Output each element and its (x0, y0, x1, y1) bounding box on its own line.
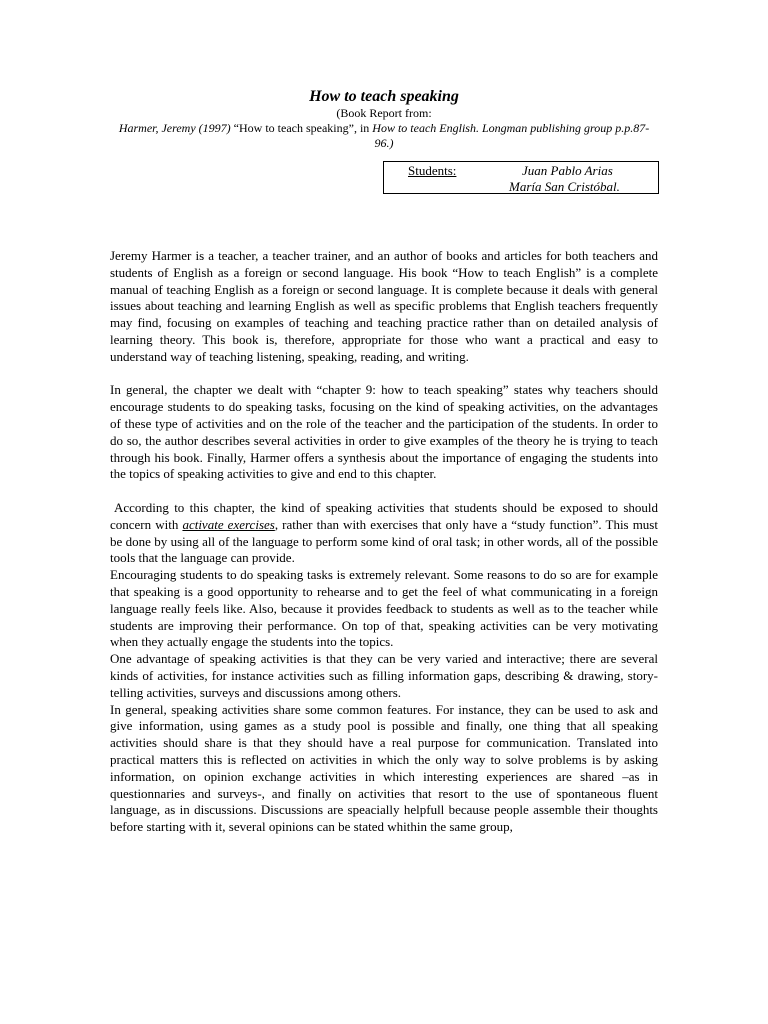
students-box (383, 161, 659, 194)
paragraph-3-start: According to this chapter, the kind of speaking activities that students should be exposed to should concern with (110, 499, 658, 532)
students-label: Students: (408, 163, 457, 178)
paragraph-3-end: , rather than with exercises that only have a “study function”. This must be done by using all of the language to perform some kind of oral task; in other words, all of the possible tools that the language can provide. (110, 516, 658, 566)
citation-author: Harmer, Jeremy (1997) (118, 121, 231, 135)
citation-chapter: “How to teach speaking”, in (230, 121, 373, 135)
student-name-1: Juan Pablo Arias (522, 163, 613, 178)
paragraph-2: In general, the chapter we dealt with “chapter 9: how to teach speaking” states why teachers should encourage students to do speaking tasks, focusing on the kind of speaking activities, on the advantages of these type of activities and on the role of the teacher and the participation of the students. In order to do so, the author describes several activities in order to give examples of the theory he is trying to teach through his book. Finally, Harmer offers a synthesis about the importance of engaging the students into the topics of speaking activities to give and end to this chapter. (110, 382, 658, 482)
document-subtitle: (Book Report from: (336, 106, 432, 120)
document-body (110, 248, 658, 836)
paragraph-5: One advantage of speaking activities is that they can be very varied and interactive; there are several kinds of activities, for instance activities such as filling information gaps, describing & drawing, story-telling activities, surveys and discussions among others. (110, 651, 658, 700)
paragraph-1: Jeremy Harmer is a teacher, a teacher trainer, and an author of books and articles for both teachers and students of English as a foreign or second language. His book “How to teach English” is a complete manual of teaching English as a foreign or second language. It is complete because it deals with general issues about teaching and learning English as well as specific problems that English teachers frequently may find, focusing on examples of teaching and teaching practice rather than on detailed analysis of learning theory. This book is, therefore, appropriate for those who want a practical and easy to understand way of teaching listening, speaking, reading, and writing. (110, 248, 658, 364)
student-name-2: María San Cristóbal. (509, 179, 620, 194)
paragraph-3 (110, 500, 658, 567)
document-title: How to teach speaking (309, 88, 459, 105)
paragraph-4: Encouraging students to do speaking tasks is extremely relevant. Some reasons to do so are for example that speaking is a good opportunity to rehearse and to get the feel of what communicating in a foreign language really feels like. Also, because it provides feedback to students as well as to the teacher while students are improving their performance. On top of that, speaking activities can be very motivating when they actually engage the students into the topics. (110, 567, 658, 650)
citation-book: How to teach English. Longman publishing group p.p.87-96.) (372, 121, 650, 150)
paragraph-6: In general, speaking activities share some common features. For instance, they can be used to ask and give information, using games as a study pool is possible and finally, one thing that all speaking activities should share is that they should have a real purpose for communication. Translated into practical matters this is reflected on activities in which the only way to solve problems is by asking information, on opinion exchange activities in which interesting experiences are shared –as in questionnaries and surveys-, and finally on activities that resort to the use of spontaneous fluent language, as in discussions. Discussions are speacially helpfull because people assemble their thoughts before starting with it, several opinions can be stated whithin the same group, (110, 701, 658, 835)
citation (110, 121, 658, 151)
activate-exercises-term: activate exercises (182, 516, 275, 532)
